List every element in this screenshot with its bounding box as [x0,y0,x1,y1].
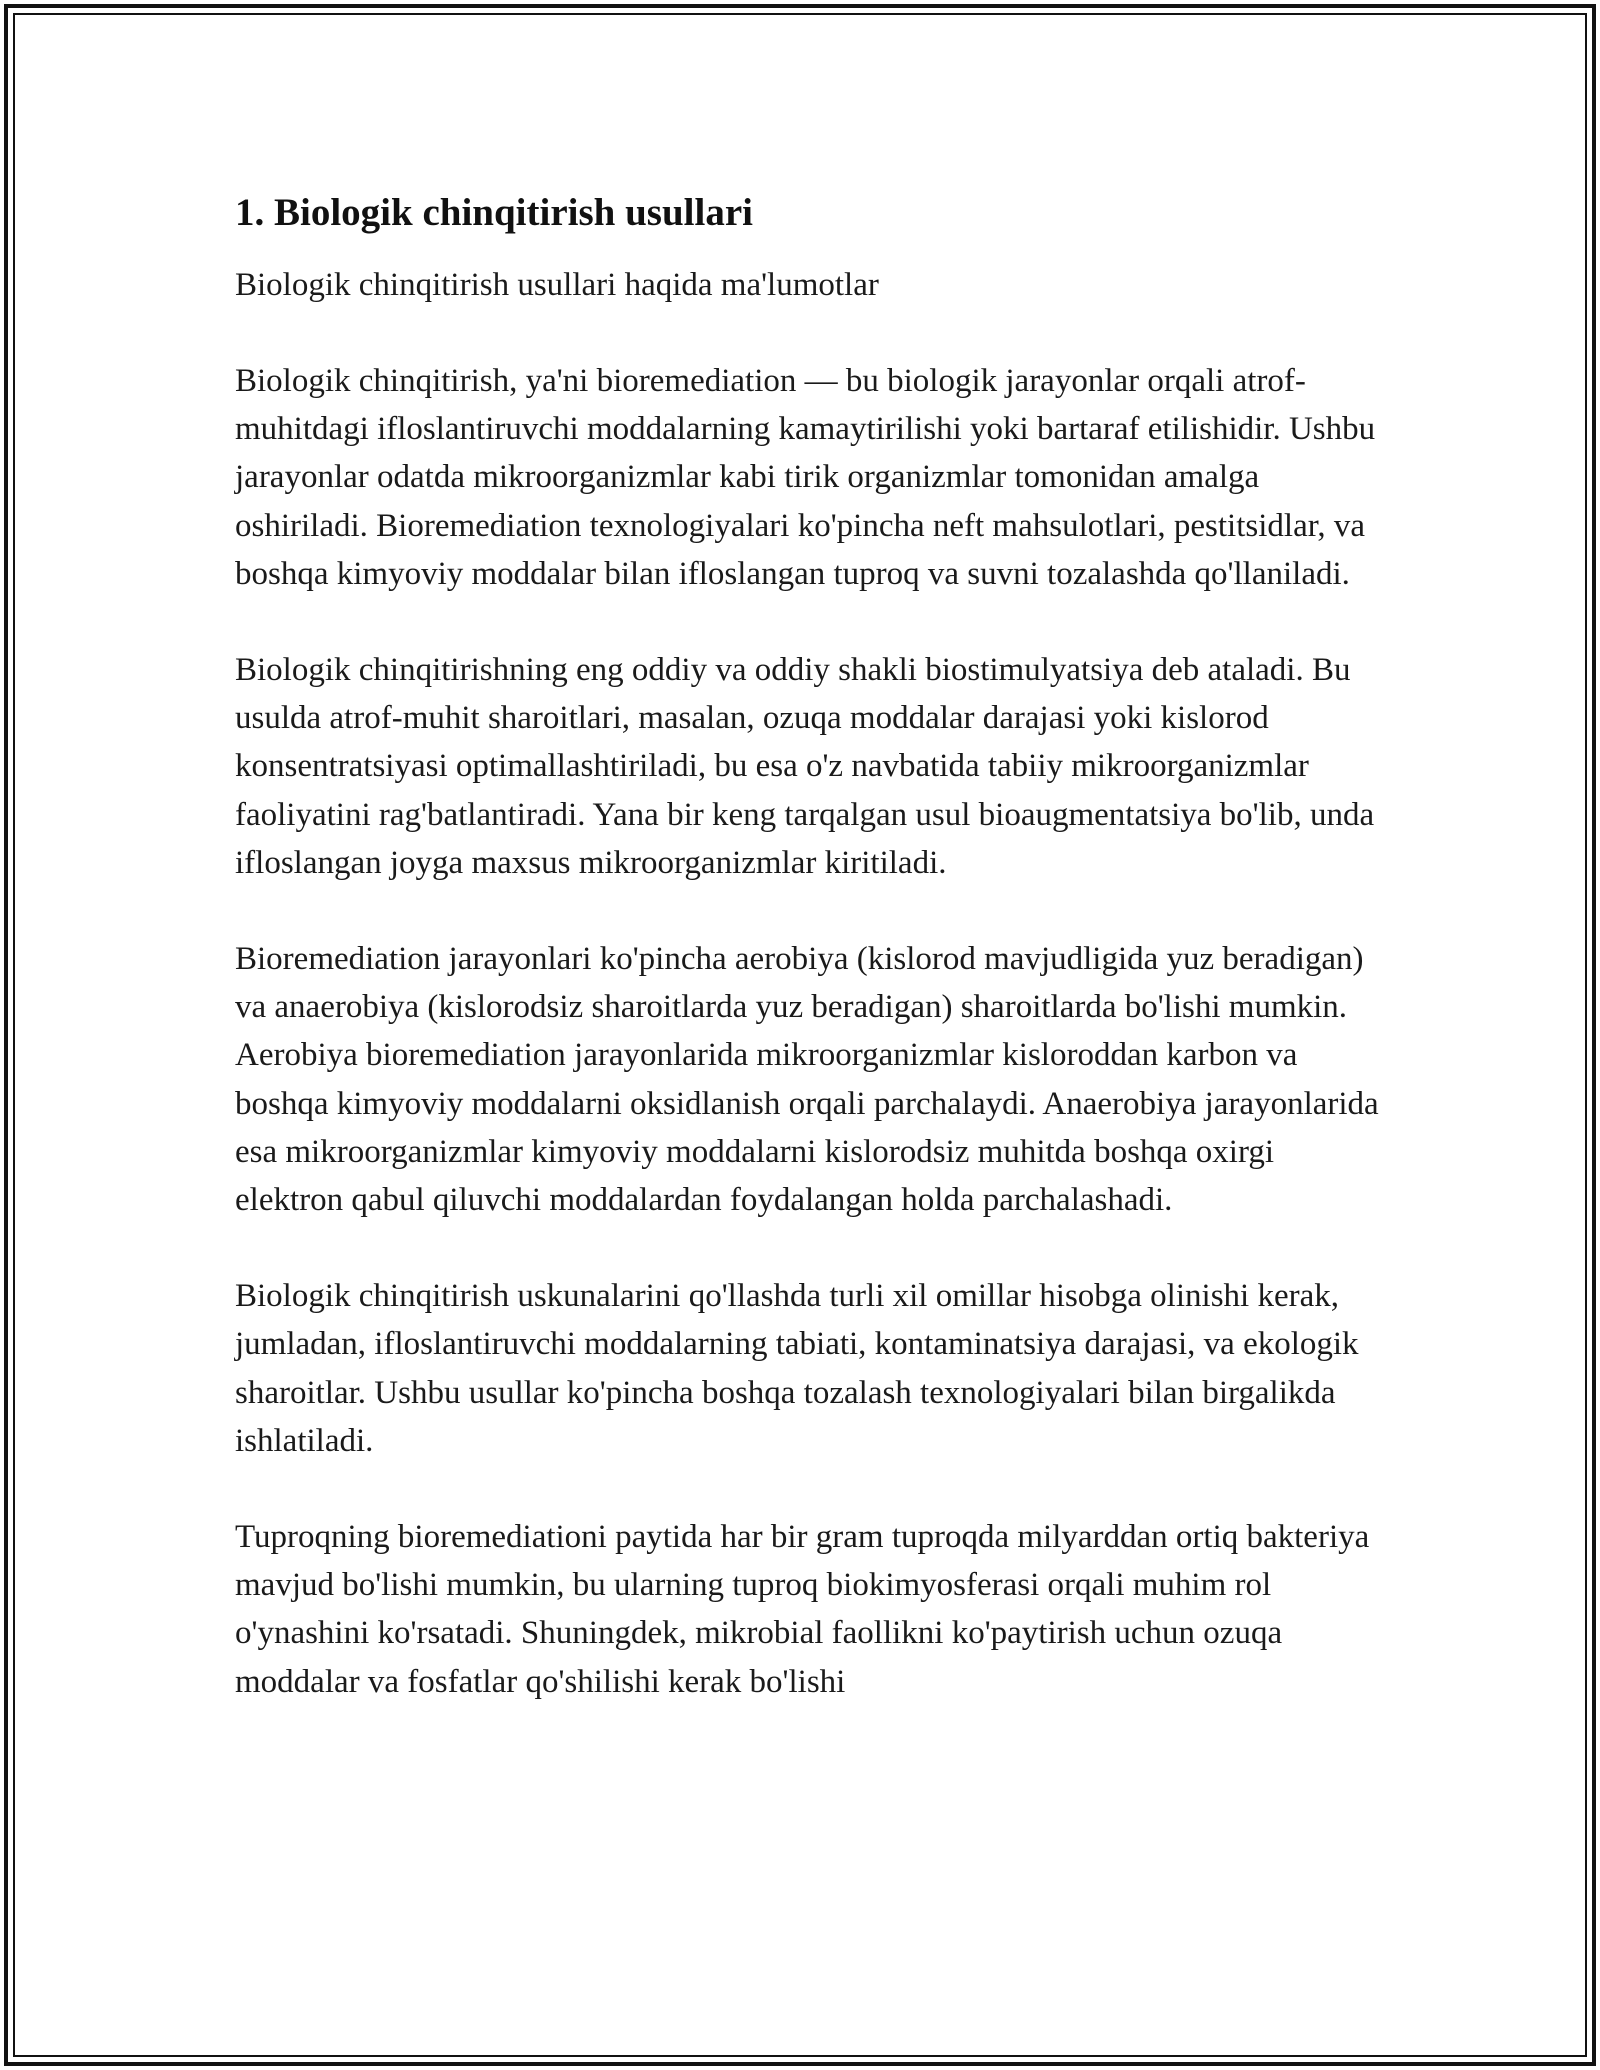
section-subtitle: Biologik chinqitirish usullari haqida ma'lumotlar [235,267,879,303]
paragraph-2: Biologik chinqitirishning eng oddiy va oddiy shakli biostimulyatsiya deb ataladi. Bu usulda atrof-muhit sharoitlari, masalan, ozuqa moddalar darajasi yoki kislorod konsentratsiyasi optimallashtiriladi, bu esa o'z navbatida tabiiy mikroorganizmlar faoliyatini rag'batlantiradi. Yana bir keng tarqalgan usul bioaugmentatsiya bo'lib, unda ifloslangan joyga maxsus mikroorganizmlar kiritiladi. [235,652,1375,881]
section-heading: 1. Biologik chinqitirish usullari [235,191,753,234]
paragraph-1: Biologik chinqitirish, ya'ni bioremediation — bu biologik jarayonlar orqali atrof-muhitdagi ifloslantiruvchi moddalarning kamaytirilishi yoki bartaraf etilishidir. Ushbu jarayonlar odatda mikroorganizmlar kabi tirik organizmlar tomonidan amalga oshiriladi. Bioremediation texnologiyalari ko'pincha neft mahsulotlari, pestitsidlar, va boshqa kimyoviy moddalar bilan ifloslangan tuproq va suvni tozalashda qo'llaniladi. [235,363,1376,592]
document-body [235,185,1380,1754]
paragraph-4: Biologik chinqitirish uskunalarini qo'llashda turli xil omillar hisobga olinishi kerak, jumladan, ifloslantiruvchi moddalarning tabiati, kontaminatsiya darajasi, va ekologik sharoitlar. Ushbu usullar ko'pincha boshqa tozalash texnologiyalari bilan birgalikda ishlatiladi. [235,1278,1359,1459]
paragraph-3: Bioremediation jarayonlari ko'pincha aerobiya (kislorod mavjudligida yuz beradigan) va anaerobiya (kislorodsiz sharoitlarda yuz beradigan) sharoitlarda bo'lishi mumkin. Aerobiya bioremediation jarayonlarida mikroorganizmlar kisloroddan karbon va boshqa kimyoviy moddalarni oksidlanish orqali parchalaydi. Anaerobiya jarayonlarida esa mikroorganizmlar kimyoviy moddalarni kislorodsiz muhitda boshqa oxirgi elektron qabul qiluvchi moddalardan foydalangan holda parchalashadi. [235,941,1379,1219]
paragraph-5: Tuproqning bioremediationi paytida har bir gram tuproqda milyarddan ortiq bakteriya mavjud bo'lishi mumkin, bu ularning tuproq biokimyosferasi orqali muhim rol o'ynashini ko'rsatadi. Shuningdek, mikrobial faollikni ko'paytirish uchun ozuqa moddalar va fosfatlar qo'shilishi kerak bo'lishi [235,1519,1370,1700]
